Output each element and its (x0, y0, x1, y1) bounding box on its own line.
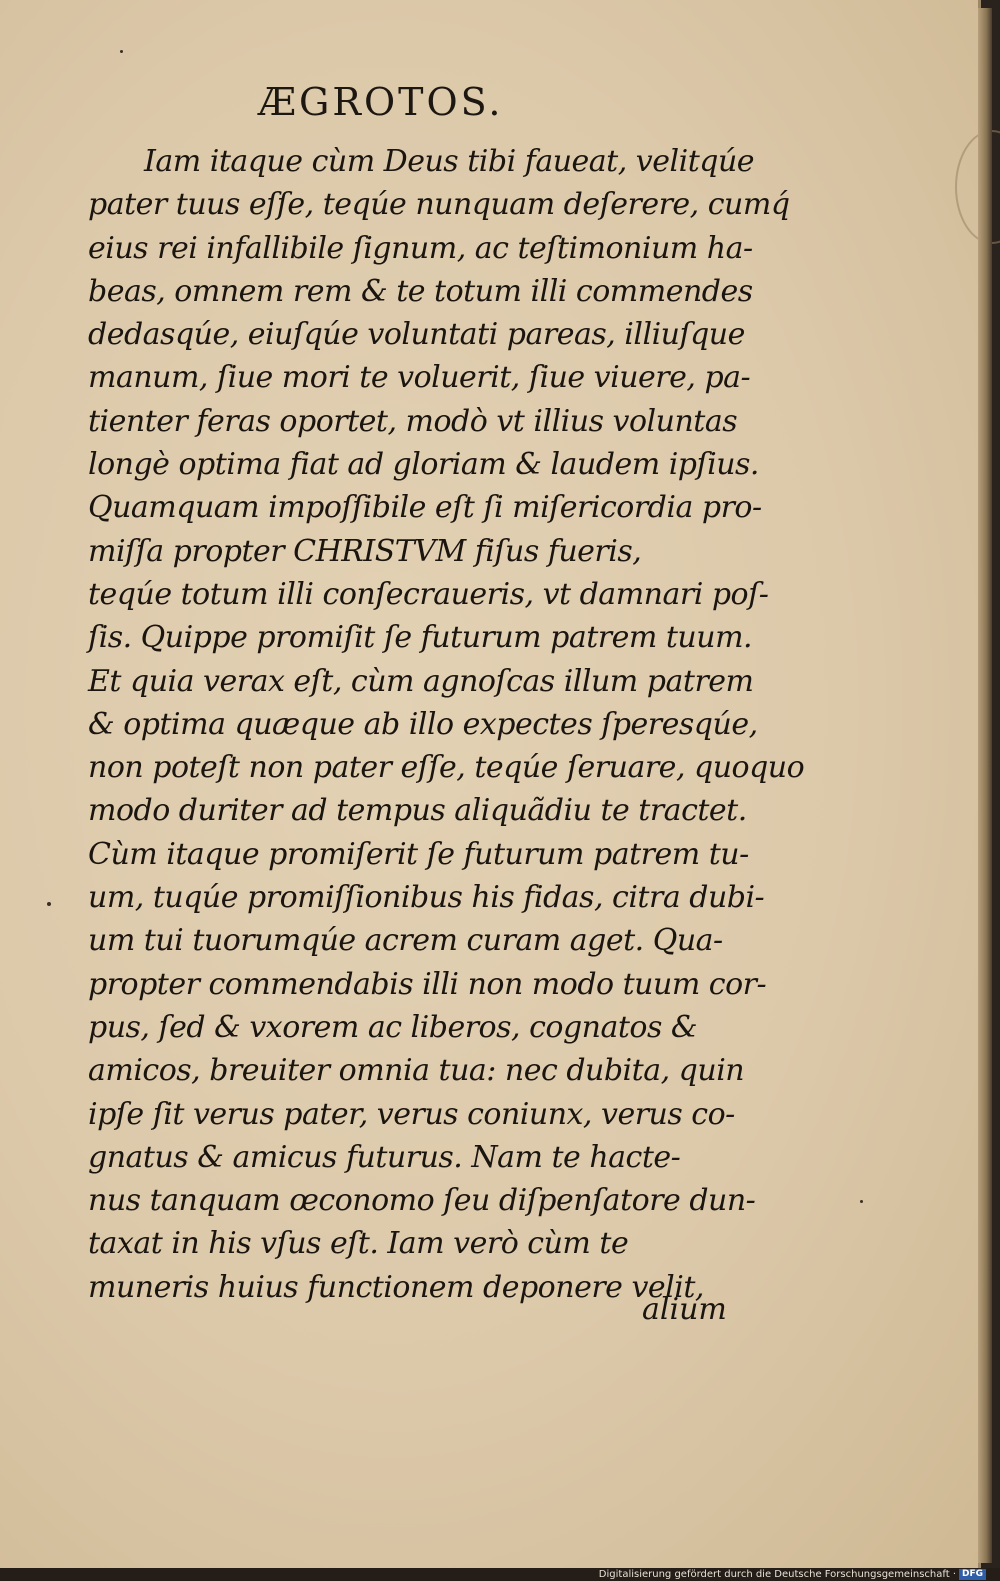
text-line: Et quia verax eſt, cùm agnoſcas illum patrem (88, 663, 754, 699)
text-line: ſis. Quippe promiſit ſe futurum patrem tuum. (88, 620, 753, 656)
text-line: miſſa propter CHRISTVM fiſus fueris, (88, 533, 642, 569)
text-line: longè optima fiat ad gloriam & laudem ipſius. (88, 447, 759, 483)
text-line: um, tuqúe promiſſionibus his fidas, citra dubi- (88, 880, 765, 916)
text-line: beas, omnem rem & te totum illi commendes (88, 273, 753, 309)
dfg-logo: DFG (959, 1569, 986, 1580)
text-line: tienter feras oportet, modò vt illius voluntas (88, 403, 738, 439)
text-line: dedasqúe, eiuſqúe voluntati pareas, illiuſque (88, 317, 745, 353)
running-head: ÆGROTOS. (258, 80, 504, 124)
paper-speck (47, 902, 51, 906)
text-line: muneris huius functionem deponere velit, (88, 1269, 704, 1305)
text-line: Quamquam impoſſibile eſt ſi miſericordia pro- (88, 490, 762, 526)
paper-speck (860, 1200, 863, 1203)
text-line: eius rei infallibile ſignum, ac teſtimonium ha- (88, 230, 753, 266)
body-text (88, 140, 805, 1309)
page-edge (978, 8, 992, 1563)
text-line: taxat in his vſus eſt. Iam verò cùm te (88, 1226, 629, 1262)
funding-credit: Digitalisierung gefördert durch die Deutsche Forschungsgemeinschaft · (598, 1569, 956, 1580)
text-line: amicos, breuiter omnia tua: nec dubita, quin (88, 1053, 745, 1089)
catchword: alium (642, 1292, 727, 1327)
text-line: um tui tuorumqúe acrem curam aget. Qua- (88, 923, 723, 959)
text-line: propter commendabis illi non modo tuum cor- (88, 966, 767, 1002)
text-line: pus, ſed & vxorem ac liberos, cognatos & (88, 1009, 698, 1045)
text-line: nus tanquam œconomo ſeu diſpenſatore dun- (88, 1183, 756, 1219)
paper-speck (120, 50, 123, 53)
text-line: teqúe totum illi conſecraueris, vt damnari poſ- (88, 576, 769, 612)
text-line: manum, ſiue mori te voluerit, ſiue viuere, pa- (88, 360, 751, 396)
text-line: non poteſt non pater eſſe, teqúe ſeruare, quoquo (88, 750, 805, 786)
text-line: ipſe ſit verus pater, verus coniunx, verus co- (88, 1096, 735, 1132)
text-line: gnatus & amicus futurus. Nam te hacte- (88, 1139, 681, 1175)
text-line: & optima quæque ab illo expectes ſperesqúe, (88, 706, 758, 742)
text-line: modo duriter ad tempus aliquãdiu te tractet. (88, 793, 747, 829)
text-line: Iam itaque cùm Deus tibi faueat, velitqúe (144, 144, 755, 179)
text-line: pater tuus eſſe, teqúe nunquam deſerere, cumq́ (88, 187, 790, 223)
text-line: Cùm itaque promiſerit ſe futurum patrem tu- (88, 836, 749, 872)
